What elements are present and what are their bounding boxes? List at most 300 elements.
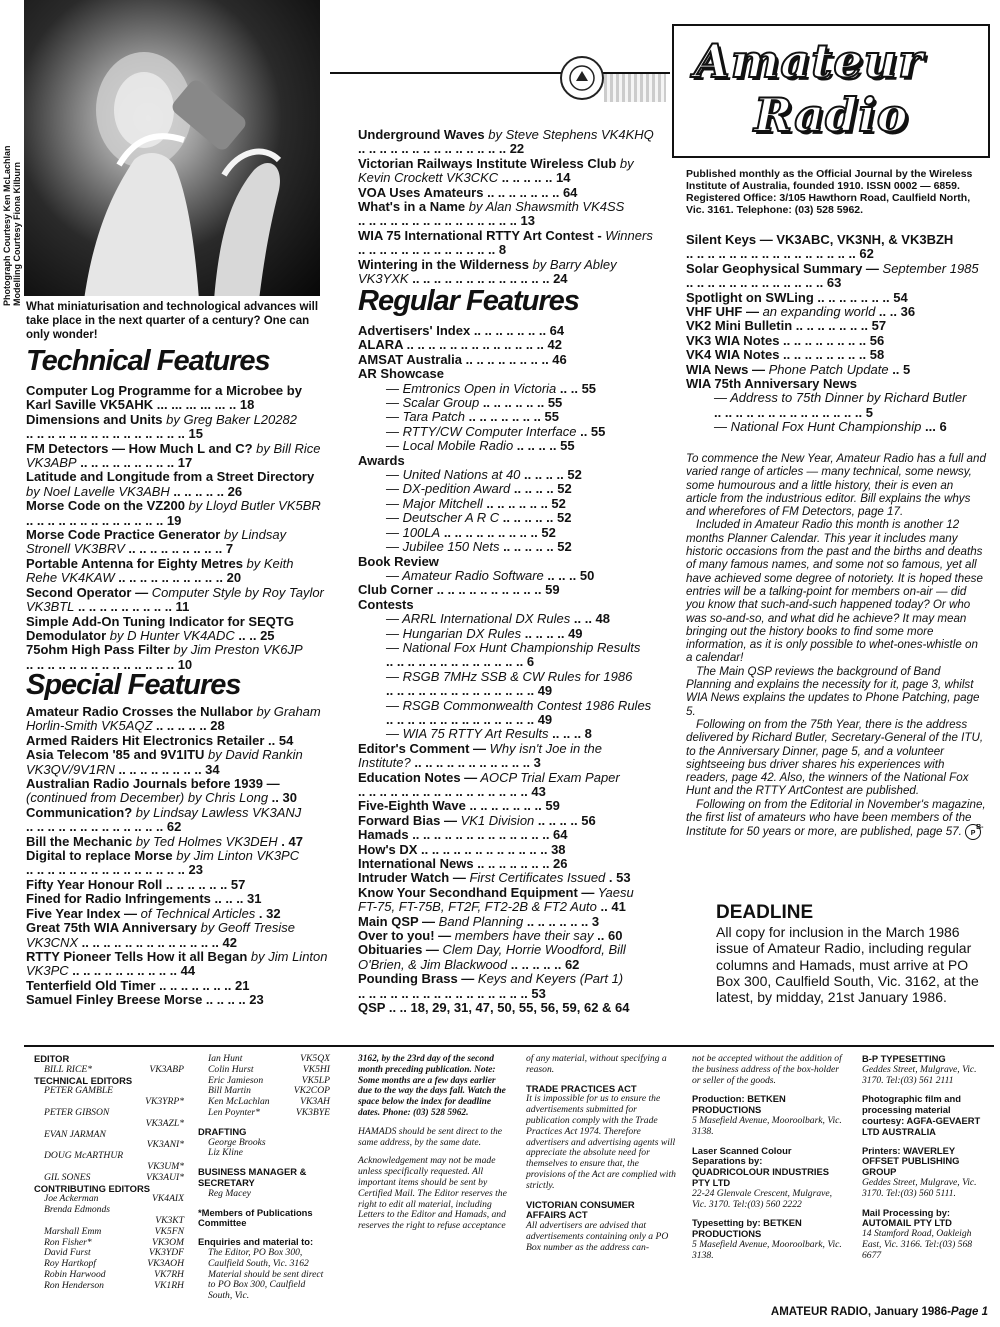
toc-entry-title: Spotlight on SWLing xyxy=(686,289,814,305)
toc-entry-title: Digital to replace Morse xyxy=(26,848,173,864)
toc-entry xyxy=(358,497,656,511)
staff-column-4 xyxy=(526,1054,676,1254)
toc-entry xyxy=(26,705,328,734)
staff-name: EVAN JARMAN xyxy=(44,1128,106,1140)
toc-entry xyxy=(358,439,656,453)
staff-callsign: VK3BYE xyxy=(295,1106,330,1118)
toc-entry xyxy=(358,468,656,482)
toc-entry-title: Silent Keys — xyxy=(686,232,773,247)
toc-entry-title: Samuel Finley Breese Morse xyxy=(26,992,203,1008)
toc-entry-title: Know Your Secondhand Equipment — xyxy=(358,884,595,900)
footer-issue: AMATEUR RADIO, January 1986- xyxy=(770,1306,951,1318)
contributing-editors-list xyxy=(34,1194,184,1291)
toc-entry-page: .. .. .. .. .. .. .. 64 xyxy=(483,184,578,200)
regular-features-list xyxy=(358,324,656,1016)
staff-row xyxy=(34,1173,184,1184)
toc-entry-title: Computer Log Programme for a Microbee by Karl Saville VK5AHK xyxy=(26,383,302,413)
photo-credit-line1: Photograph Courtesy Ken McLachlan xyxy=(2,145,12,306)
staff-row xyxy=(34,1119,184,1130)
toc-entry xyxy=(686,334,986,348)
contributing-editors-heading: CONTRIBUTING EDITORS xyxy=(34,1182,150,1194)
toc-entry xyxy=(358,814,656,828)
toc-entry xyxy=(358,324,656,338)
toc-entry-page: .. .. .. .. .. .. .. .. .. .. .. .. 38 xyxy=(417,841,566,857)
toc-entry xyxy=(686,377,986,391)
toc-entry-title: Wintering in the Wilderness xyxy=(358,256,529,272)
intro-paragraph-text: Following on from the 75th Year, there is the address delivered by Richard Butler, Secretary-General of the ITU, to the Anniversary Dinner, page 5, and a volunteer sightseeing bus driver shares his experiences with readers, page 42. Also, the winners of the National Fox Hunt and the RTTY ArtContest are published. xyxy=(686,717,984,798)
toc-entry-page: .. .. .. 50 xyxy=(543,567,595,583)
toc-entry-byline: by Lloyd Butler VK5BR xyxy=(184,498,321,514)
masthead-title-line1: Amateur xyxy=(694,34,924,88)
acknowledgement-note: Acknowledgement may not be made unless specifically requested. All important items should be sent by Certified Mail. The Editor reserves the right to edit all material, including Letters to the Editor and Hamads, and reserves the right to refuse acceptance xyxy=(358,1155,507,1232)
toc-entry-title: Armed Raiders Hit Electronics Retailer xyxy=(26,732,265,748)
toc-entry-title: Fifty Year Honour Roll xyxy=(26,876,163,892)
toc-entry-title: Simple Add-On Tuning Indicator for SEQTG Demodulator xyxy=(26,613,294,643)
toc-entry-byline: Band Planning xyxy=(435,913,524,929)
toc-entry xyxy=(358,396,656,410)
staff-row xyxy=(198,1065,330,1076)
photo-credit xyxy=(2,16,22,316)
toc-entry-page: .. .. .. .. 56 xyxy=(534,812,596,828)
toc-entry xyxy=(358,454,656,468)
toc-entry-page: .. .. .. .. 49 xyxy=(521,625,583,641)
intro-paragraph xyxy=(686,718,986,798)
toc-entry-title: Portable Antenna for Eighty Metres xyxy=(26,555,243,571)
toc-entry-page: .. 55 xyxy=(576,423,606,439)
toc-entry-byline: Computer Style by Roy Taylor VK3BTL xyxy=(26,584,324,615)
toc-entry-title: Intruder Watch — xyxy=(358,870,466,886)
toc-entry-page: .. .. .. .. .. .. .. .. .. 52 xyxy=(440,524,556,540)
toc-entry-byline: — National Fox Hunt Championship Results xyxy=(386,639,641,655)
toc-entry-page: .. 41 xyxy=(596,899,626,915)
toc-entry-title: Amateur Radio Crosses the Nullabor xyxy=(26,704,253,719)
toc-entry xyxy=(358,229,656,258)
toc-entry xyxy=(358,843,656,857)
staff-callsign: VK5FN xyxy=(154,1225,184,1237)
production-heading: Production: BETKEN PRODUCTIONS xyxy=(692,1093,786,1116)
toc-entry xyxy=(26,777,328,806)
toc-entry-title: Communication? xyxy=(26,804,133,820)
toc-entry xyxy=(686,319,986,333)
toc-entry-byline: — Jubilee 150 Nets xyxy=(386,539,500,555)
typesetting-heading: Typesetting by: BETKEN PRODUCTIONS xyxy=(692,1217,802,1240)
toc-entry-byline: Winners xyxy=(601,227,653,243)
toc-entry xyxy=(26,384,328,413)
toc-entry-byline: — Address to 75th Dinner by Richard Butler xyxy=(714,390,967,406)
toc-entry-page: ... 6 xyxy=(921,419,947,435)
toc-entry-page: .. .. .. .. 52 xyxy=(520,467,582,483)
staff-name: Ron Henderson xyxy=(44,1279,104,1291)
toc-entry-page: .. .. .. .. .. .. .. .. .. 17 xyxy=(76,455,193,471)
staff-column-3 xyxy=(358,1054,508,1232)
toc-entry-byline: by Graham Horlin-Smith VK5AQZ xyxy=(26,704,321,734)
toc-entry xyxy=(358,128,656,157)
toc-entry-title: Bill the Mechanic xyxy=(26,833,133,849)
toc-entry xyxy=(358,425,656,439)
toc-entry-byline: — 100LA xyxy=(386,524,441,540)
toc-entry-page: .. .. .. .. .. .. .. .. 56 xyxy=(779,332,885,348)
technical-editors-heading: TECHNICAL EDITORS xyxy=(34,1074,133,1086)
special-features-list xyxy=(26,705,328,1008)
toc-entry xyxy=(358,771,656,800)
toc-entry-page: .. .. .. .. .. .. .. .. .. .. 59 xyxy=(433,582,560,598)
toc-entry xyxy=(26,806,328,835)
toc-entry xyxy=(358,338,656,352)
staff-callsign: VK5QX xyxy=(300,1053,330,1064)
toc-entry-page: .. .. .. .. .. .. 57 xyxy=(162,876,246,892)
staff-callsign: VK3ABP xyxy=(149,1063,184,1075)
staff-callsign: VK1RH xyxy=(154,1279,184,1291)
toc-entry-byline: by Greg Baker L20282 xyxy=(162,411,297,427)
toc-entry-page: .. .. .. .. .. .. .. .. .. .. .. .. .. .. .. 23 xyxy=(26,862,203,878)
toc-entry xyxy=(358,258,656,287)
staff-callsign: VK3ANI* xyxy=(146,1139,184,1151)
editor-list xyxy=(34,1065,184,1076)
toc-entry-title: Hamads xyxy=(358,827,409,843)
toc-entry xyxy=(358,886,656,915)
publication-info: Published monthly as the Official Journal by the Wireless Institute of Australia, founded 1910. ISSN 0002 — 6859. Registered Office: 3/105 Hawthorn Road, Caulfield North, Vic. 3161. Telephone: (03) 528 5962. xyxy=(686,168,973,216)
special-features-continued-list xyxy=(358,128,656,286)
toc-entry-page: .. .. .. .. .. .. .. .. .. .. .. .. .. .. .. 15 xyxy=(26,426,203,442)
toc-entry-byline: of Technical Articles xyxy=(137,905,256,921)
toc-entry-page: .. .. .. .. .. 52 xyxy=(499,510,572,526)
toc-entry xyxy=(358,186,656,200)
toc-entry xyxy=(358,699,656,728)
toc-entry xyxy=(26,835,328,849)
business-manager-heading: BUSINESS MANAGER & SECRETARY xyxy=(198,1166,307,1188)
toc-entry-page: . 53 xyxy=(605,870,631,886)
toc-entry-title: International News xyxy=(358,856,474,872)
staff-name: David Furst xyxy=(44,1247,91,1259)
toc-entry-byline: by Jim Preston VK6JP xyxy=(169,642,303,658)
toc-entry-page: .. .. .. .. .. .. .. .. .. .. .. .. .. 64 xyxy=(408,827,568,843)
toc-entry xyxy=(26,849,328,878)
toc-entry-page: .. .. .. .. .. .. .. .. .. .. 44 xyxy=(68,963,196,979)
toc-entry-page: .. .. .. .. .. .. .. 21 xyxy=(155,977,250,993)
toc-entry xyxy=(358,670,656,699)
technical-features-heading: Technical Features xyxy=(26,345,270,377)
toc-entry xyxy=(358,410,656,424)
toc-entry xyxy=(686,363,986,377)
toc-entry-page: .. .. 55 xyxy=(556,380,597,396)
toc-entry-page: .. .. .. .. .. 52 xyxy=(499,539,572,555)
production-address: 5 Masefield Avenue, Mooroolbark, Vic. 3138. xyxy=(692,1114,842,1137)
toc-entry-page: .. .. .. .. .. .. .. 55 xyxy=(465,409,559,425)
printers-address: Geddes Street, Mulgrave, Vic. 3170. Tel:(03) 560 5111. xyxy=(862,1176,977,1199)
laser-separations-heading: Laser Scanned Colour Separations by: QUADRICOLOUR INDUSTRIES PTY LTD xyxy=(692,1144,829,1188)
regular-features-continued-list xyxy=(686,233,986,435)
special-features-heading: Special Features xyxy=(26,669,241,701)
toc-entry-title: WIA 75th Anniversary News xyxy=(686,376,857,392)
toc-entry-byline: — ARRL International DX Rules xyxy=(386,611,571,627)
toc-entry xyxy=(358,972,656,1001)
toc-entry-byline: Keys and Keyers (Part 1) xyxy=(474,971,624,987)
toc-entry-page: .. .. .. .. .. .. .. .. .. .. .. .. .. .. 49 xyxy=(386,711,553,727)
toc-entry-byline: Yaesu FT-75, FT-75B, FT2F, FT2-2B & FT2 Auto xyxy=(358,884,634,915)
toc-entry-page: .. .. .. .. .. .. .. .. .. .. .. .. .. 63 xyxy=(686,275,842,291)
staff-column-6 xyxy=(862,1054,990,1262)
toc-entry-title: Morse Code Practice Generator xyxy=(26,527,221,543)
address-note: not be accepted without the addition of the business address of the box-holder or seller of the goods. xyxy=(692,1053,842,1086)
toc-entry xyxy=(358,727,656,741)
toc-entry xyxy=(358,871,656,885)
bp-typesetting-address: Geddes Street, Mulgrave, Vic. 3170. Tel:(03) 561 2111 xyxy=(862,1063,977,1086)
toc-entry xyxy=(26,892,328,906)
toc-entry-byline: Clem Day, Horrie Woodford, Bill O'Brien, & Jim Blackwood xyxy=(358,942,626,972)
toc-entry-page: .. .. .. .. .. .. 3 xyxy=(523,913,600,929)
toc-entry-page: .. .. .. .. .. .. .. .. .. .. .. .. .. 42 xyxy=(78,934,237,950)
toc-entry-page: .. .. .. .. .. .. .. 59 xyxy=(465,798,560,814)
toc-entry-byline: by Lindsay Stronell VK3BRV xyxy=(26,527,287,557)
toc-entry xyxy=(686,233,986,262)
toc-entry-byline: by D Hunter VK4ADC xyxy=(106,627,235,643)
staff-row xyxy=(198,1108,330,1119)
toc-entry-page: .. .. .. .. .. .. .. .. .. .. .. .. .. 8 xyxy=(358,242,507,258)
toc-entry-byline: by Noel Lavelle VK3ABH xyxy=(26,483,170,499)
toc-entry xyxy=(358,200,656,229)
deadline-heading: DEADLINE xyxy=(716,902,814,923)
toc-entry-page: .. .. .. .. .. .. .. .. .. .. .. .. .. .. 5 xyxy=(714,404,873,420)
toc-entry-byline: — WIA 75 RTTY Art Results xyxy=(386,726,549,742)
toc-entry-page: .. .. .. .. .. .. .. 26 xyxy=(473,856,568,872)
staff-row xyxy=(34,1227,184,1238)
toc-entry xyxy=(26,643,328,672)
toc-entry xyxy=(358,943,656,972)
staff-column-5 xyxy=(692,1054,842,1262)
toc-entry-byline: by Kevin Crockett VK3CKC xyxy=(358,155,634,186)
toc-entry-title: ALARA xyxy=(358,337,404,353)
toc-entry-page: .. .. .. .. .. .. .. .. .. .. .. .. .. .. .. .. 43 xyxy=(358,784,546,799)
toc-entry-page: .. .. .. .. .. .. .. .. .. 7 xyxy=(124,541,234,557)
toc-entry-byline: — United Nations at 40 xyxy=(386,467,521,483)
toc-entry-byline: — Local Mobile Radio xyxy=(386,438,514,454)
business-manager-name: Reg Macey xyxy=(208,1187,251,1199)
toc-entry xyxy=(26,586,328,615)
toc-entry-title: Australian Radio Journals before 1939 — xyxy=(26,776,280,792)
toc-entry-title: Fined for Radio Infringements xyxy=(26,891,211,907)
toc-entry-title: WIA News — xyxy=(686,361,765,377)
toc-entry-page: .. .. .. .. .. .. .. .. .. .. .. .. .. .. .. .. 62 xyxy=(686,246,874,262)
toc-entry-title: Contests xyxy=(358,596,414,612)
toc-entry-byline: Phone Patch Update xyxy=(764,361,889,377)
toc-entry xyxy=(26,950,328,979)
toc-entry-title: Pounding Brass — xyxy=(358,971,475,987)
toc-entry-title: Solar Geophysical Summary — xyxy=(686,260,879,276)
staff-name: Marshall Emm xyxy=(44,1225,102,1237)
mail-processing-heading: Mail Processing by: AUTOMAIL PTY LTD xyxy=(862,1206,952,1229)
toc-entry-title: VOA Uses Amateurs xyxy=(358,184,484,200)
toc-entry xyxy=(358,799,656,813)
hands-lightbulb-illustration xyxy=(24,0,320,296)
toc-entry-byline: VK1 Division xyxy=(456,812,535,828)
toc-entry-page: .. .. .. .. .. .. .. .. .. .. .. 3 xyxy=(410,755,541,771)
toc-entry-title: How's DX xyxy=(358,841,418,857)
bp-logo-icon: B-P xyxy=(965,824,981,840)
staff-callsign: VK4AIX xyxy=(152,1193,184,1205)
toc-entry-page: .. .. .. .. .. .. .. .. .. .. .. .. .. 24 xyxy=(408,271,568,287)
toc-entry xyxy=(358,641,656,670)
toc-entry-page: .. .. .. .. .. .. .. .. .. .. .. .. .. 19 xyxy=(26,512,182,528)
staff-callsign: VK3AUI* xyxy=(146,1171,184,1183)
staff-name: GIL SONES xyxy=(44,1171,91,1183)
staff-name: Ron Fisher* xyxy=(44,1236,92,1248)
toc-entry-page: .. .. .. .. .. .. .. .. .. .. .. .. .. .. 10 xyxy=(26,656,193,672)
toc-entry-page: .. .. .. .. .. .. .. .. 58 xyxy=(779,347,885,363)
toc-entry xyxy=(358,540,656,554)
toc-entry-title: RTTY Pioneer Tells How it all Began xyxy=(26,948,248,964)
toc-entry-title: 75ohm High Pass Filter xyxy=(26,642,170,658)
staff-row xyxy=(34,1281,184,1292)
staff-callsign: VK3KT xyxy=(155,1214,184,1226)
staff-name: Roy Hartkopf xyxy=(44,1258,96,1270)
photographic-material-note: Photographic film and processing material courtesy: AGFA-GEVAERT LTD AUSTRALIA xyxy=(862,1093,981,1137)
toc-entry-byline: — Amateur Radio Software xyxy=(386,567,544,583)
staff-name: Robin Harwood xyxy=(44,1268,106,1280)
toc-entry-title: Awards xyxy=(358,452,405,468)
staff-callsign: VK3AOH xyxy=(147,1258,184,1270)
staff-column-1 xyxy=(34,1054,184,1292)
typesetting-address: 5 Masefield Avenue, Mooroolbark, Vic. 3138. xyxy=(692,1238,842,1261)
toc-entry-page: .. .. .. .. 23 xyxy=(202,992,264,1008)
toc-entry-page: .. .. .. .. 55 xyxy=(513,438,575,454)
toc-entry xyxy=(26,907,328,921)
toc-entry xyxy=(26,748,328,777)
toc-entry xyxy=(686,348,986,362)
deadline-text: All copy for inclusion in the March 1986 issue of Amateur Radio, including regular columns and Hamads, must arrive at PO Box 300, Caulfield South, Vic. 3162, at the latest, by midday, 21st January 1986. xyxy=(716,924,979,1006)
toc-entry-byline: — RSGB Commonwealth Contest 1986 Rules xyxy=(386,697,652,713)
toc-entry-page: ... ... ... ... ... .. 18 xyxy=(153,397,255,413)
drafting-name: George Brooks xyxy=(208,1136,266,1148)
toc-entry xyxy=(26,557,328,586)
toc-entry-byline: — Deutscher A R C xyxy=(386,510,500,526)
toc-entry-title: Book Review xyxy=(358,553,439,569)
toc-entry-title: Latitude and Longitude from a Street Directory xyxy=(26,469,315,485)
consumer-affairs-text: All advertisers are advised that advertisements containing only a PO Box number as the address can- xyxy=(526,1220,669,1253)
photo-caption: What miniaturisation and technological advances will take place in the next quarter of a century? One can only wonder! xyxy=(26,301,319,341)
toc-entry-title: Asia Telecom '85 and 9V1ITU xyxy=(26,747,205,763)
toc-entry xyxy=(358,627,656,641)
toc-entry-title: AR Showcase xyxy=(358,366,444,382)
toc-entry xyxy=(358,555,656,569)
toc-entry-title: AMSAT Australia xyxy=(358,351,463,367)
toc-entry-byline: — Major Mitchell xyxy=(386,495,483,511)
photo-credit-line2: Modelling Courtesy Fiona Kilburn xyxy=(12,162,22,306)
toc-entry xyxy=(358,742,656,771)
toc-entry-page: . 47 xyxy=(277,833,303,849)
toc-entry xyxy=(358,569,656,583)
toc-entry-page: .. .. .. .. .. .. .. .. .. 11 xyxy=(74,599,190,615)
mail-processing-address: 14 Stamford Road, Oakleigh East, Vic. 3166. Tel:(03) 568 6677 xyxy=(862,1228,973,1261)
toc-entry-page: .. 5 xyxy=(888,361,911,377)
toc-entry-page: .. .. 36 xyxy=(875,304,916,320)
toc-entry-title: Victorian Railways Institute Wireless Club xyxy=(358,155,617,171)
toc-entry-byline: — DX-pedition Award xyxy=(386,481,511,497)
toc-entry xyxy=(358,598,656,612)
toc-entry-title: VK2 Mini Bulletin xyxy=(686,318,793,334)
toc-entry-page: .. .. .. .. .. .. .. 57 xyxy=(792,318,887,334)
staff-name: DOUG McARTHUR xyxy=(44,1150,124,1162)
toc-entry xyxy=(26,921,328,950)
toc-entry xyxy=(26,993,328,1007)
toc-entry xyxy=(26,979,328,993)
toc-entry-page: .. .. .. .. .. .. .. .. .. .. .. .. .. 62 xyxy=(26,819,182,835)
toc-entry-title: Education Notes — xyxy=(358,769,478,785)
toc-entry-title: Editor's Comment — xyxy=(358,740,487,756)
toc-entry-title: Five Year Index — xyxy=(26,905,138,921)
toc-entry-page: .. .. 18, 29, 31, 47, 50, 55, 56, 59, 62 & 64 xyxy=(385,1000,630,1016)
toc-entry xyxy=(26,878,328,892)
toc-entry-byline: by Ted Holmes VK3DEH xyxy=(132,833,278,849)
staff-name: PETER GIBSON xyxy=(44,1106,110,1118)
staff-callsign: VK3AH xyxy=(300,1096,330,1108)
toc-entry-page: .. .. .. .. .. .. .. .. .. .. .. .. .. .. .. 13 xyxy=(358,213,535,229)
toc-entry-byline: members have their say xyxy=(451,928,594,944)
toc-entry-page: .. .. .. .. .. .. 55 xyxy=(479,395,563,411)
toc-entry-byline: AOCP Trial Exam Paper xyxy=(477,769,620,785)
toc-entry xyxy=(26,734,328,748)
toc-entry-title: VK3 WIA Notes xyxy=(686,332,780,348)
toc-entry-byline: by David Rankin VK3QV/9V1RN xyxy=(26,747,303,777)
toc-entry-page: .. .. .. .. .. 14 xyxy=(498,170,571,186)
technical-features-list xyxy=(26,384,328,672)
toc-entry xyxy=(358,367,656,381)
intro-paragraph: Included in Amateur Radio this month is another 12 months Planner Calendar. This year it includes many historic occasions from the past and the births and deaths of many famous names, and some not so famous, yet all have achieved some degree of notoriety. It is hoped these entries will be a talking-point for members on-air — did you know that such-and-such happened today? Or who was so-and-so, and what did he achieve? It may mean bringing out the history books to find some more information, as it is only possible to whet-ones-whistle on a calendar! xyxy=(686,518,983,665)
toc-entry xyxy=(358,382,656,396)
toc-entry xyxy=(686,262,986,291)
toc-entry xyxy=(358,828,656,842)
toc-entry-byline: by Bill Rice VK3ABP xyxy=(26,440,321,471)
staff-column-2 xyxy=(198,1054,330,1302)
committee-note: *Members of Publications Committee xyxy=(198,1206,313,1229)
material-note: Material should be sent direct to PO Box 300, Caulfield South, Vic. xyxy=(208,1268,324,1302)
staff-name: Joe Ackerman xyxy=(44,1193,99,1205)
toc-entry-title: Forward Bias — xyxy=(358,812,457,828)
footer-page-number: Page 1 xyxy=(950,1306,988,1318)
hamads-note: HAMADS should be sent direct to the same address, by the same date. xyxy=(358,1125,503,1148)
decorative-band xyxy=(604,74,666,102)
toc-entry-title: Five-Eighth Wave xyxy=(358,798,466,814)
toc-entry-page: .. .. .. .. .. .. .. .. 34 xyxy=(114,761,220,777)
trade-practices-heading: TRADE PRACTICES ACT xyxy=(526,1082,637,1094)
toc-entry-page: .. 30 xyxy=(268,790,297,806)
toc-entry-page: .. .. .. .. .. .. .. 54 xyxy=(813,289,908,305)
toc-entry xyxy=(686,391,986,420)
toc-entry-title: Dimensions and Units xyxy=(26,411,163,427)
toc-entry-page: .. .. .. .. .. .. .. .. .. .. 20 xyxy=(114,570,242,586)
masthead-title-line2: Radio xyxy=(754,88,909,142)
staff-name: Brenda Edmonds xyxy=(44,1204,110,1216)
toc-entry-byline: Why isn't Joe in the Institute? xyxy=(358,740,602,771)
toc-entry-title: Morse Code on the VZ200 xyxy=(26,498,185,514)
toc-entry xyxy=(358,612,656,626)
staff-name: BILL RICE* xyxy=(44,1063,93,1075)
staff-callsign: VK3OM xyxy=(152,1236,184,1248)
toc-entry-title: Great 75th WIA Anniversary xyxy=(26,920,197,936)
consumer-affairs-heading: VICTORIAN CONSUMER AFFAIRS ACT xyxy=(526,1198,635,1221)
toc-entry xyxy=(358,583,656,597)
enquiries-heading: Enquiries and material to: xyxy=(198,1236,314,1248)
toc-entry-page: .. .. .. .. .. .. .. .. .. .. .. .. .. 6 xyxy=(386,654,535,670)
toc-entry xyxy=(686,420,986,434)
toc-entry-title: WIA 75 International RTTY Art Contest - xyxy=(358,227,602,243)
toc-entry xyxy=(358,482,656,496)
toc-entry xyxy=(26,470,328,499)
toc-entry xyxy=(358,929,656,943)
toc-entry-title: What's in a Name xyxy=(358,199,466,215)
toc-entry-page: .. 60 xyxy=(593,928,623,944)
toc-entry-byline: by Lindsay Lawless VK3ANJ xyxy=(132,804,302,820)
staff-name: PETER GAMBLE xyxy=(44,1085,114,1097)
